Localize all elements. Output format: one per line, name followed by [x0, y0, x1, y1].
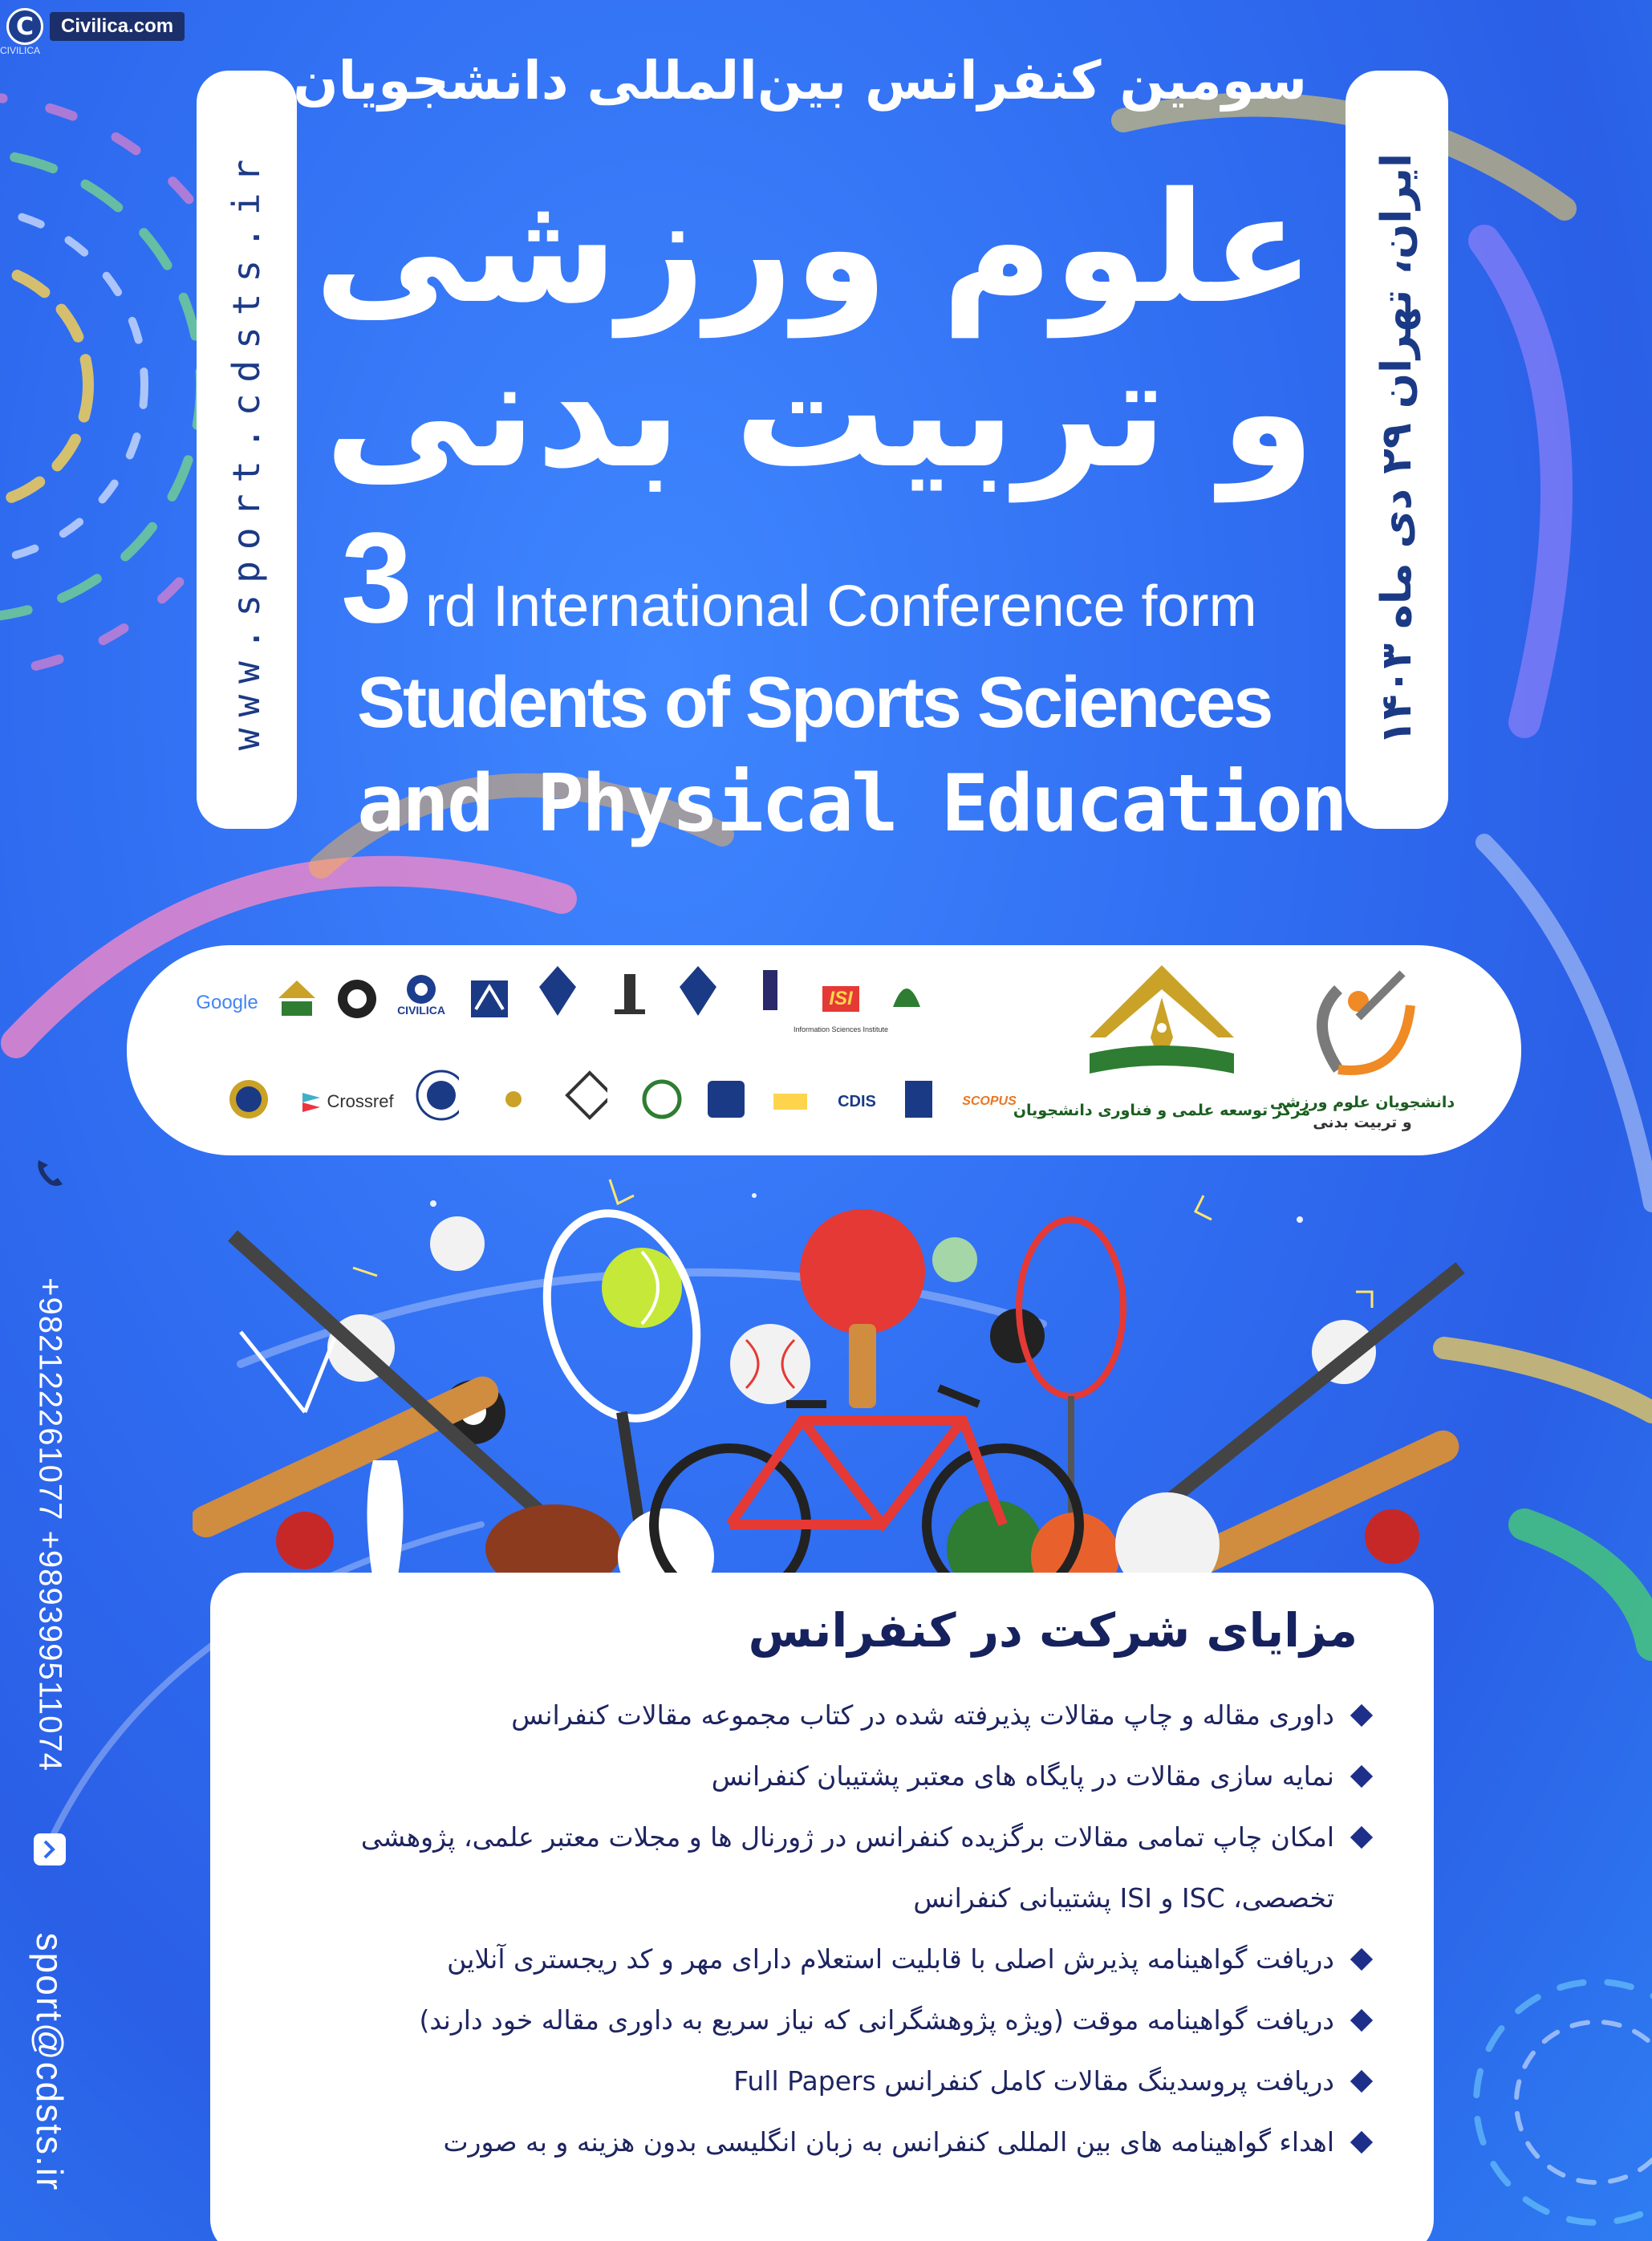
benefit-item: اهداء گواهینامه های بین المللی کنفرانس به زبان انگلیسی بدون هزینه و به صورت — [253, 2112, 1376, 2173]
isi-logo — [813, 977, 869, 1021]
isi-caption: Information Sciences Institute — [793, 1025, 889, 1033]
phone-icon — [32, 1155, 67, 1191]
logo-r2-9 — [897, 1078, 940, 1121]
benefit-item: داوری مقاله و چاپ مقالات پذیرفته شده در کتاب مجموعه مقالات کنفرانس — [253, 1685, 1376, 1746]
title-en-line1: rd International Conference form — [425, 574, 1257, 639]
logo-4 — [468, 977, 511, 1021]
isi-label: ISI — [822, 986, 858, 1012]
benefit-item: امکان چاپ تمامی مقالات برگزیده کنفرانس در ژورنال ها و مجلات معتبر علمی، پژوهشی تخصصی، ISC و ISI پشتیبانی کنفرانس — [253, 1807, 1376, 1929]
benefit-item: نمایه سازی مقالات در پایگاه های معتبر پشتیبان کنفرانس — [253, 1746, 1376, 1807]
logo-2 — [335, 977, 379, 1021]
civilica-sponsor-logo — [397, 973, 445, 1017]
civilica-sponsor-label: CIVILICA — [397, 1004, 445, 1017]
sports-equipment-illustration — [193, 1171, 1476, 1581]
logo-r2-3 — [492, 1078, 535, 1121]
logo-r2-5 — [640, 1078, 684, 1121]
contact-email[interactable]: sport@cdsts.ir — [29, 1932, 71, 2192]
logo-8 — [749, 969, 792, 1013]
logo-10 — [885, 969, 928, 1013]
scopus-logo — [953, 1086, 1025, 1118]
sports-students-logo — [1290, 957, 1435, 1090]
civilica-sub: CIVILICA — [0, 45, 41, 56]
crossref-label: Crossref — [327, 1091, 394, 1111]
benefit-item: دریافت گواهینامه پذیرش اصلی با قابلیت استعلام دارای مهر و کد ریجستری آنلاین — [253, 1929, 1376, 1990]
civilica-logo: C — [6, 8, 43, 45]
logo-r2-0 — [227, 1078, 270, 1121]
title-en-line2: Students of Sports Sciences — [357, 663, 1272, 743]
azad-univ-logo-1 — [536, 969, 579, 1013]
cdis-label: CDIS — [838, 1092, 876, 1110]
conference-title-fa-2: و تربیت بدنی — [324, 324, 1315, 501]
civilica-watermark[interactable] — [6, 8, 185, 45]
mail-icon — [34, 1833, 66, 1865]
conference-title-fa-1: علوم ورزشی — [314, 160, 1315, 337]
scopus-label: SCOPUS — [962, 1094, 1017, 1108]
website-url[interactable]: www.sport.cdsts.ir — [225, 148, 268, 751]
crossref-logo — [291, 1086, 404, 1118]
scientific-center-caption: مرکز توسعه علمی و فناوری دانشجویان — [1013, 1102, 1311, 1119]
phone-numbers[interactable]: +982122261077 +989399511074 — [32, 1277, 68, 1772]
benefits-list — [253, 1685, 1376, 2173]
logo-r2-6 — [704, 1078, 748, 1121]
logo-r2-7 — [769, 1078, 812, 1121]
benefit-item: دریافت پروسدینگ مقالات کامل کنفرانس Full Papers — [253, 2051, 1376, 2112]
civilica-site: Civilica.com — [50, 12, 185, 41]
google-logo: Google — [196, 992, 258, 1013]
edition-number: 3 — [341, 505, 412, 649]
sports-students-caption-2: و تربیت بدنی — [1313, 1114, 1412, 1131]
logo-6 — [608, 973, 651, 1017]
logo-1 — [275, 977, 319, 1021]
cdis-logo — [825, 1086, 889, 1118]
benefits-card — [210, 1573, 1434, 2241]
location-date: ایران، تهران ۲۹ دی ماه ۱۴۰۳ — [1373, 153, 1421, 745]
benefits-title: مزایای شرکت در کنفرانس — [748, 1603, 1358, 1658]
title-en-line3: and Physical Education — [357, 758, 1346, 850]
azad-univ-logo-2 — [676, 969, 720, 1013]
benefit-item: دریافت گواهینامه موقت (ویژه پژوهشگرانی که نیاز سریع به داوری مقاله خود دارند) — [253, 1990, 1376, 2051]
logo-r2-2 — [416, 1074, 459, 1117]
conference-subtitle-fa: سومین کنفرانس بین‌المللی دانشجویان — [293, 50, 1307, 112]
sports-students-caption: دانشجویان علوم ورزشی — [1269, 1094, 1455, 1111]
sponsor-logos-bar — [127, 945, 1521, 1155]
scientific-center-logo — [1074, 957, 1250, 1098]
logo-r2-4 — [564, 1074, 607, 1117]
